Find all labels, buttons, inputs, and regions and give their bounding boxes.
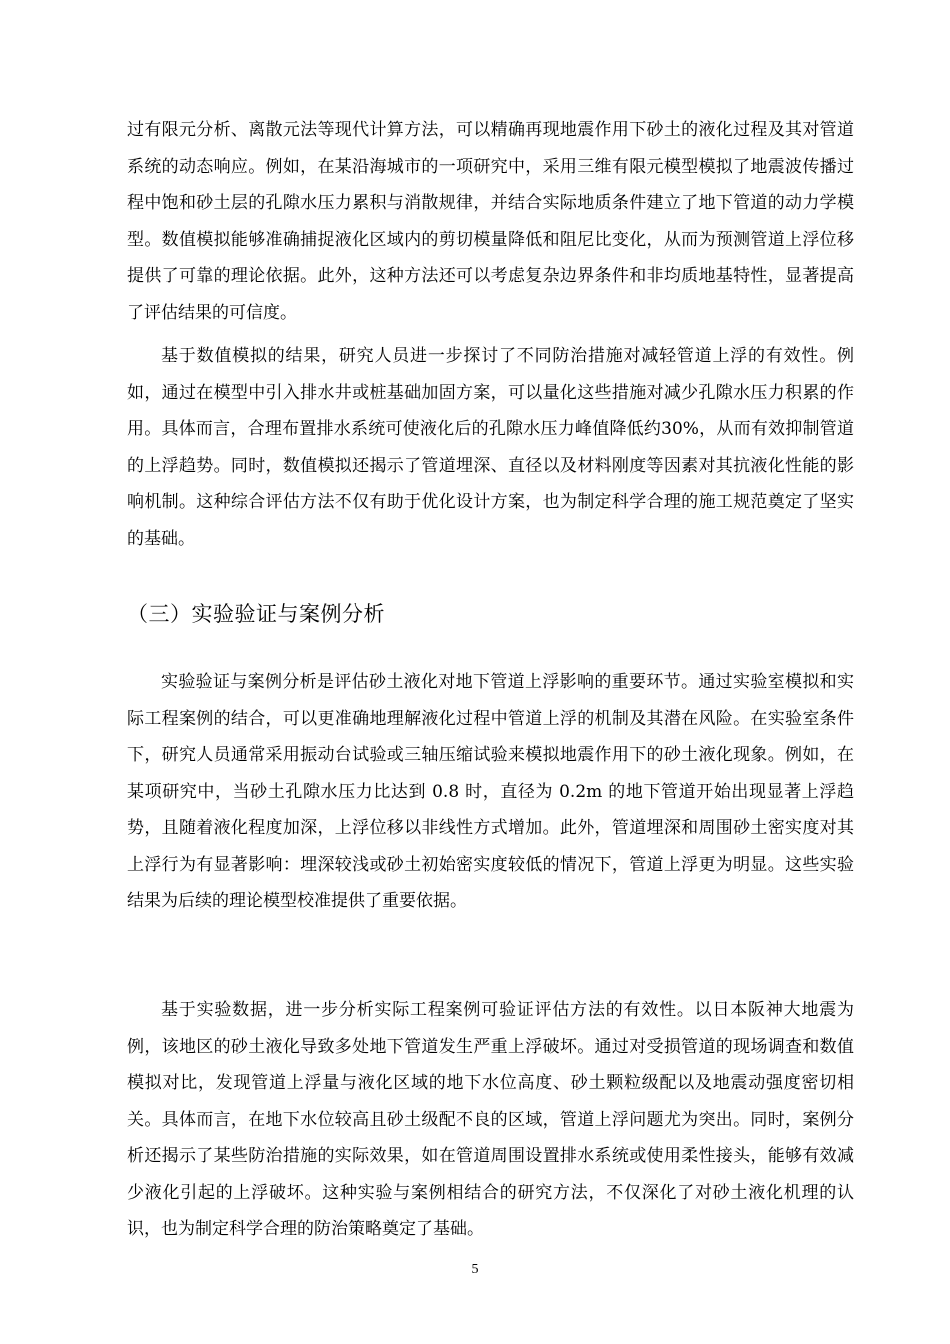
body-paragraph-1: 过有限元分析、离散元法等现代计算方法，可以精确再现地震作用下砂土的液化过程及其对管道系统的动态响应。例如，在某沿海城市的一项研究中，采用三维有限元模型模拟了地震波传播过程中饱和砂土层的孔隙水压力累积与消散规律，并结合实际地质条件建立了地下管道的动力学模型。数值模拟能够准确捕捉液化区域内的剪切模量降低和阻尼比变化，从而为预测管道上浮位移提供了可靠的理论依据。此外，这种方法还可以考虑复杂边界条件和非均质地基特性，显著提高了评估结果的可信度。 [127,120,854,323]
page-number: 5 [471,1262,479,1277]
body-paragraph-2: 基于数值模拟的结果，研究人员进一步探讨了不同防治措施对减轻管道上浮的有效性。例如，通过在模型中引入排水井或桩基础加固方案，可以量化这些措施对减少孔隙水压力积累的作用。具体而言，合理布置排水系统可使液化后的孔隙水压力峰值降低约30%，从而有效抑制管道的上浮趋势。同时，数值模拟还揭示了管道埋深、直径以及材料刚度等因素对其抗液化性能的影响机制。这种综合评估方法不仅有助于优化设计方案，也为制定科学合理的施工规范奠定了坚实的基础。 [127,346,854,549]
body-paragraph-4: 基于实验数据，进一步分析实际工程案例可验证评估方法的有效性。以日本阪神大地震为例，该地区的砂土液化导致多处地下管道发生严重上浮破坏。通过对受损管道的现场调查和数值模拟对比，发现管道上浮量与液化区域的地下水位高度、砂土颗粒级配以及地震动强度密切相关。具体而言，在地下水位较高且砂土级配不良的区域，管道上浮问题尤为突出。同时，案例分析还揭示了某些防治措施的实际效果，如在管道周围设置排水系统或使用柔性接头，能够有效减少液化引起的上浮破坏。这种实验与案例相结合的研究方法，不仅深化了对砂土液化机理的认识，也为制定科学合理的防治策略奠定了基础。 [127,1000,854,1239]
body-paragraph-3: 实验验证与案例分析是评估砂土液化对地下管道上浮影响的重要环节。通过实验室模拟和实际工程案例的结合，可以更准确地理解液化过程中管道上浮的机制及其潜在风险。在实验室条件下，研究人员通常采用振动台试验或三轴压缩试验来模拟地震作用下的砂土液化现象。例如，在某项研究中，当砂土孔隙水压力比达到 0.8 时，直径为 0.2m 的地下管道开始出现显著上浮趋势，且随着液化程度加深，上浮位移以非线性方式增加。此外，管道埋深和周围砂土密实度对其上浮行为有显著影响：埋深较浅或砂土初始密实度较低的情况下，管道上浮更为明显。这些实验结果为后续的理论模型校准提供了重要依据。 [127,672,854,911]
section-heading: （三）实验验证与案例分析 [127,602,385,626]
